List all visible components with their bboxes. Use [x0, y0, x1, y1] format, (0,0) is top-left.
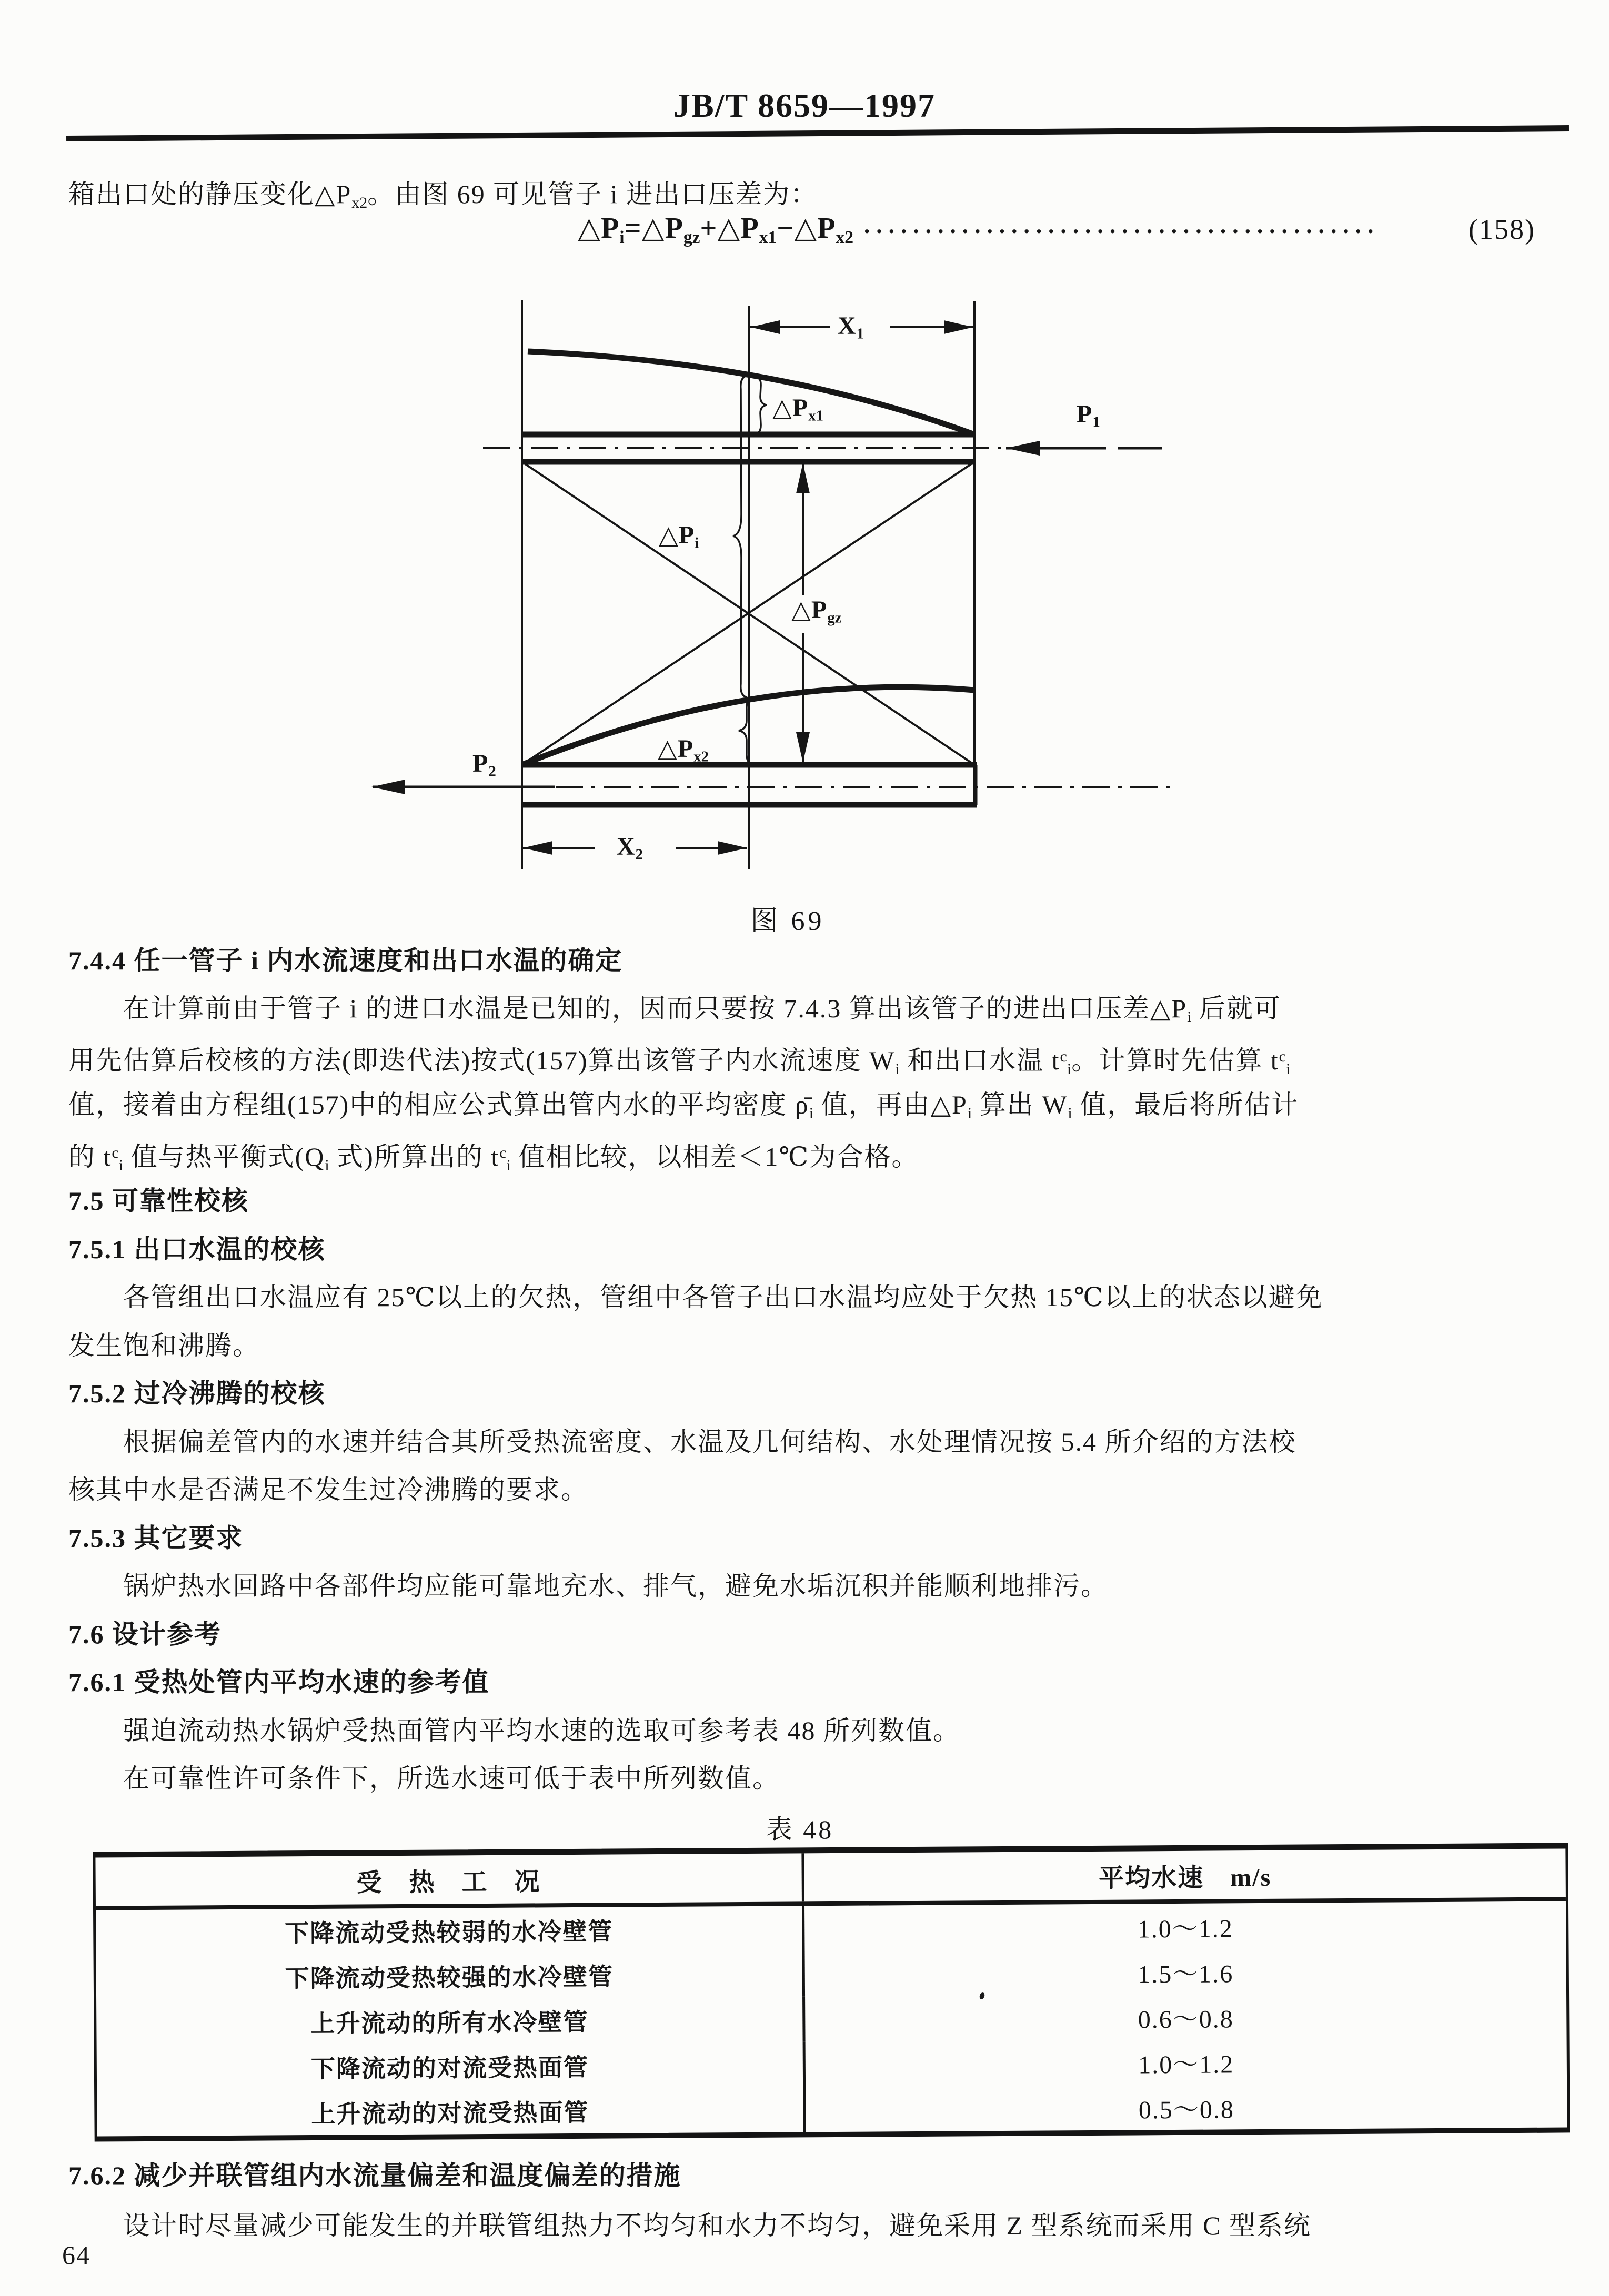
table-header-condition: 受 热 工 况	[356, 1867, 541, 1897]
table-cell-speed: 1.5～1.6	[802, 1946, 1566, 1996]
section-heading: 7.4.4 任一管子 i 内水流速度和出口水温的确定	[68, 946, 623, 975]
pressure-label-p2: $P_2$	[472, 750, 496, 780]
standard-code-header: JB/T 8659—1997	[673, 87, 936, 124]
table-cell-speed: 1.0～1.2	[802, 1901, 1566, 1951]
paragraph-line: 箱出口处的静压变化$\triangle P_{x2}$。由图 69 可见管子 i 进出口压差为：	[68, 179, 818, 211]
figure-69-extension-lines	[522, 300, 974, 869]
table-cell-condition: 上升流动的所有水冷壁管	[310, 2008, 589, 2038]
section-heading: 7.6 设计参考	[68, 1620, 222, 1649]
paragraph-line: 强迫流动热水锅炉受热面管内平均水速的选取可参考表 48 所列数值。	[123, 1716, 960, 1745]
table-48	[93, 1843, 1570, 2141]
table-header-row	[95, 1848, 1566, 1910]
table-cell-condition: 上升流动的对流受热面管	[311, 2099, 589, 2128]
paragraph-line: 设计时尽量减少可能发生的并联管组热力不均匀和水力不均匀，避免采用 Z 型系统而采用 C 型系统	[123, 2211, 1311, 2240]
table-cell-condition: 下降流动的对流受热面管	[310, 2054, 589, 2083]
table-cell-condition: 下降流动受热较弱的水冷壁管	[285, 1918, 614, 1947]
table-row	[97, 2082, 1567, 2136]
paragraph-line: 在可靠性许可条件下，所选水速可低于表中所列数值。	[123, 1764, 780, 1793]
paragraph-line: 的 $t^c_i$ 值与热平衡式($Q_i$ 式)所算出的 $t^c_i$ 值相比较，以相差＜1℃为合格。	[68, 1142, 919, 1174]
section-heading: 7.6.1 受热处管内平均水速的参考值	[68, 1667, 490, 1697]
paragraph-line: 在计算前由于管子 i 的进口水温是已知的，因而只要按 7.4.3 算出该管子的进出口压差$\triangle P_i$ 后就可	[123, 994, 1281, 1026]
delta-p-i-label: $\triangle P_i$	[659, 521, 699, 552]
paragraph-line: 用先估算后校核的方法(即迭代法)按式(157)算出该管子内水流速度 $W_i$ 和出口水温 $t^c_i$。计算时先估算 $t^c_i$	[68, 1046, 1291, 1078]
equation-dot-leader: ··········································	[863, 218, 1379, 245]
table-cell-condition: 下降流动受热较强的水冷壁管	[285, 1963, 614, 1992]
page-number: 64	[62, 2240, 90, 2270]
equation-body: $\triangle P_i=\triangle P_{gz}+\triangle P_{x1}-\triangle P_{x2}$	[578, 212, 854, 248]
section-heading: 7.5 可靠性校核	[68, 1186, 249, 1216]
dim-label-x1: $X_1$	[834, 311, 867, 349]
section-heading: 7.5.3 其它要求	[68, 1523, 244, 1553]
equation-number: (158)	[1469, 213, 1535, 245]
paragraph-line: 根据偏差管内的水速并结合其所受热流密度、水温及几何结构、水处理情况按 5.4 所介绍的方法校	[123, 1427, 1296, 1457]
dim-label-x2: $X_2$	[614, 832, 646, 869]
figure-69-arrowheads	[371, 320, 1040, 855]
delta-p-x1-label: $\triangle P_{x1}$	[772, 394, 824, 424]
section-heading: 7.5.2 过冷沸腾的校核	[68, 1379, 326, 1408]
paragraph-line: 各管组出口水温应有 25℃以上的欠热，管组中各管子出口水温均应处于欠热 15℃以上的状态以避免	[123, 1282, 1323, 1312]
table-caption: 表 48	[766, 1815, 834, 1844]
paragraph-line: 锅炉热水回路中各部件均应能可靠地充水、排气，避免水垢沉积并能顺利地排污。	[123, 1571, 1108, 1601]
table-cell-speed: 1.0～1.2	[803, 2037, 1567, 2087]
figure-caption: 图 69	[750, 906, 825, 936]
paragraph-line: 值，接着由方程组(157)中的相应公式算出管内水的平均密度 $\rhō_i$ 值，再由$\triangle P_i$ 算出 $W_i$ 值，最后将所估计	[68, 1090, 1299, 1122]
paragraph-line: 发生饱和沸腾。	[68, 1331, 260, 1360]
paragraph-line: 核其中水是否满足不发生过冷沸腾的要求。	[68, 1475, 588, 1504]
section-heading: 7.6.2 减少并联管组内水流量偏差和温度偏差的措施	[68, 2161, 681, 2190]
pressure-label-p1: $P_1$	[1077, 400, 1100, 431]
table-cell-speed: 0.6～0.8	[802, 1991, 1566, 2041]
delta-p-x2-label: $\triangle P_{x2}$	[658, 735, 709, 765]
table-header-speed: 平均水速 m/s	[801, 1848, 1566, 1901]
delta-p-gz-label: $\triangle P_{gz}$	[788, 595, 844, 633]
table-body	[96, 1901, 1567, 2136]
table-cell-speed: 0.5～0.8	[803, 2082, 1567, 2132]
section-heading: 7.5.1 出口水温的校核	[68, 1235, 326, 1264]
